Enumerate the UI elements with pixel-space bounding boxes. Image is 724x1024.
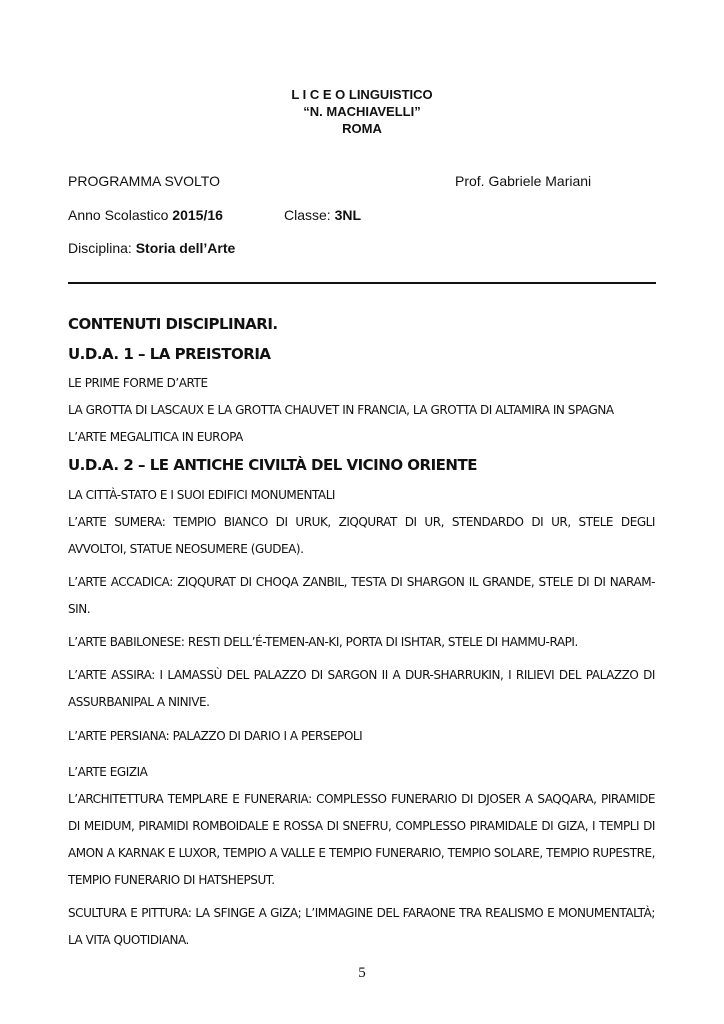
discipline-value: Storia dell’Arte (135, 240, 236, 256)
school-name: L I C E O LINGUISTICO (291, 87, 433, 102)
uda2-paragraph-9: SCULTURA E PITTURA: LA SFINGE A GIZA; L’IMMAGINE DEL FARAONE TRA REALISMO E MONUMENTALTÀ; LA VITA QUOTIDIANA. (68, 906, 655, 947)
teacher-name: Prof. Gabriele Mariani (455, 173, 592, 189)
uda2-paragraph-8: L’ARCHITETTURA TEMPLARE E FUNERARIA: COMPLESSO FUNERARIO DI DJOSER A SAQQARA, PIRAMIDE DI MEIDUM, PIRAMIDI ROMBOIDALE E ROSSA DI SNEFRU, COMPLESSO PIRAMIDALE DI GIZA, I TEMPLI DI AMON A KARNAK E LUXOR, TEMPIO A VALLE E TEMPIO FUNERARIO, TEMPIO SOLARE, TEMPIO RUPESTRE, TEMPIO FUNERARIO DI HATSHEPSUT. (68, 792, 655, 887)
school-year (68, 207, 223, 223)
class-value: 3NL (334, 207, 362, 223)
class (284, 207, 361, 223)
discipline-label: Disciplina: (68, 240, 136, 256)
divider (68, 282, 656, 284)
uda2-heading: U.D.A. 2 – LE ANTICHE CIVILTÀ DEL VICINO ORIENTE (68, 456, 477, 474)
uda1-line-2: LA GROTTA DI LASCAUX E LA GROTTA CHAUVET IN FRANCIA, LA GROTTA DI ALTAMIRA IN SPAGNA (68, 403, 614, 417)
uda1-line-1: LE PRIME FORME D’ARTE (68, 376, 208, 390)
uda2-paragraph-4: L’ARTE BABILONESE: RESTI DELL’É-TEMEN-AN-KI, PORTA DI ISHTAR, STELE DI HAMMU-RAPI. (68, 635, 578, 649)
school-city: ROMA (342, 121, 382, 136)
uda2-paragraph-6: L’ARTE PERSIANA: PALAZZO DI DARIO I A PERSEPOLI (68, 729, 363, 743)
uda2-paragraph-1: LA CITTÀ-STATO E I SUOI EDIFICI MONUMENTALI (68, 488, 336, 502)
uda1-line-3: L’ARTE MEGALITICA IN EUROPA (68, 430, 243, 444)
program-title: PROGRAMMA SVOLTO (68, 173, 220, 189)
class-label: Classe: (284, 207, 335, 223)
uda2-paragraph-5: L’ARTE ASSIRA: I LAMASSÙ DEL PALAZZO DI SARGON II A DUR-SHARRUKIN, I RILIEVI DEL PALAZZO DI ASSURBANIPAL A NINIVE. (68, 668, 655, 709)
contents-title: CONTENUTI DISCIPLINARI. (68, 315, 278, 333)
uda2-paragraph-2: L’ARTE SUMERA: TEMPIO BIANCO DI URUK, ZIQQURAT DI UR, STENDARDO DI UR, STELE DEGLI AVVOLTOI, STATUE NEOSUMERE (GUDEA). (68, 515, 655, 556)
page-number: 5 (358, 965, 366, 981)
uda2-paragraph-3: L’ARTE ACCADICA: ZIQQURAT DI CHOQA ZANBIL, TESTA DI SHARGON IL GRANDE, STELE DI DI NARAM-SIN. (68, 575, 655, 616)
discipline (68, 240, 235, 256)
school-dedication: “N. MACHIAVELLI” (303, 104, 421, 119)
uda1-heading: U.D.A. 1 – LA PREISTORIA (68, 345, 271, 363)
school-year-value: 2015/16 (172, 207, 223, 223)
school-year-label: Anno Scolastico (68, 207, 173, 223)
uda2-paragraph-7: L’ARTE EGIZIA (68, 765, 148, 779)
